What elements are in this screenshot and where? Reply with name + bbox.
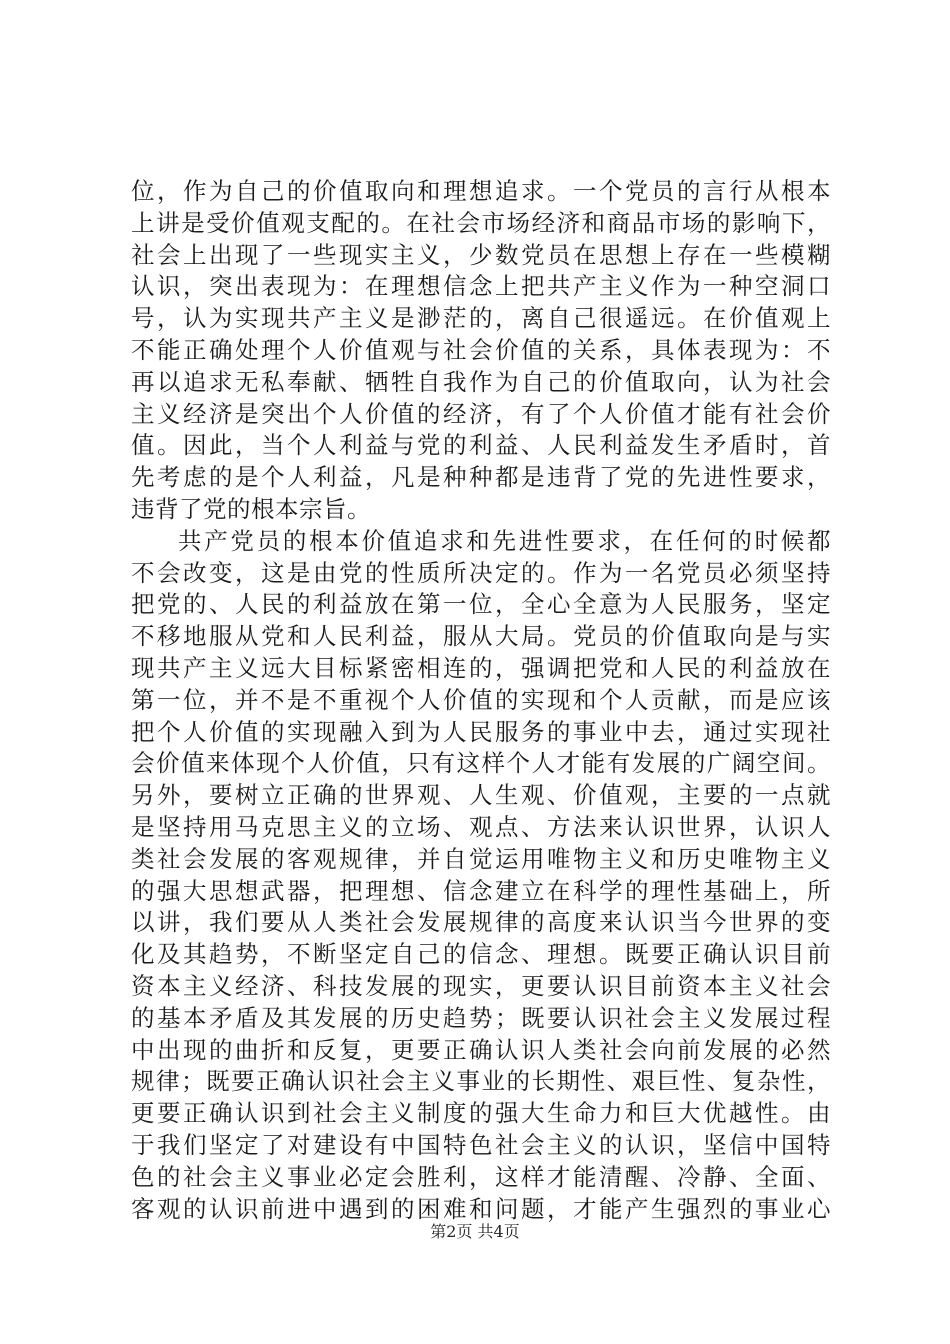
text-line: 中出现的曲折和反复，更要正确认识人类社会向前发展的必然 [131,1035,831,1064]
text-line: 不会改变，这是由党的性质所决定的。作为一名党员必须坚持 [131,558,831,587]
text-line: 上讲是受价值观支配的。在社会市场经济和商品市场的影响下， [131,208,831,237]
text-line: 社会上出现了一些现实主义，少数党员在思想上存在一些模糊 [131,240,831,269]
text-line: 违背了党的根本宗旨。 [131,494,371,523]
text-line: 类社会发展的客观规律，并自觉运用唯物主义和历史唯物主义 [131,844,831,873]
text-line: 资本主义经济、科技发展的现实，更要认识目前资本主义社会 [131,971,831,1000]
text-line: 把个人价值的实现融入到为人民服务的事业中去，通过实现社 [131,717,831,746]
text-line: 是坚持用马克思主义的立场、观点、方法来认识世界，认识人 [131,812,831,841]
text-line: 位，作为自己的价值取向和理想追求。一个党员的言行从根本 [131,177,831,205]
text-line: 值。因此，当个人利益与党的利益、人民利益发生矛盾时，首 [131,431,831,460]
text-line: 以讲，我们要从人类社会发展规律的高度来认识当今世界的变 [131,908,831,937]
text-line: 第一位，并不是不重视个人价值的实现和个人贡献，而是应该 [131,685,831,714]
body-text [131,176,831,1225]
text-line: 共产党员的根本价值追求和先进性要求，在任何的时候都 [178,526,831,555]
text-line: 客观的认识前进中遇到的困难和问题，才能产生强烈的事业心 [131,1194,831,1223]
text-line: 色的社会主义事业必定会胜利，这样才能清醒、冷静、全面、 [131,1162,831,1191]
text-line: 先考虑的是个人利益，凡是种种都是违背了党的先进性要求， [131,463,831,492]
text-line: 更要正确认识到社会主义制度的强大生命力和巨大优越性。由 [131,1099,831,1128]
text-line: 的基本矛盾及其发展的历史趋势；既要认识社会主义发展过程 [131,1003,831,1032]
text-line: 再以追求无私奉献、牺牲自我作为自己的价值取向，认为社会 [131,367,831,396]
text-line: 会价值来体现个人价值，只有这样个人才能有发展的广阔空间。 [131,749,831,778]
text-line: 不移地服从党和人民利益，服从大局。党员的价值取向是与实 [131,622,831,651]
text-line: 认识，突出表现为：在理想信念上把共产主义作为一种空洞口 [131,272,831,301]
text-line: 号，认为实现共产主义是渺茫的，离自己很遥远。在价值观上 [131,304,831,333]
text-line: 不能正确处理个人价值观与社会价值的关系，具体表现为：不 [131,335,831,364]
text-line: 主义经济是突出个人价值的经济，有了个人价值才能有社会价 [131,399,831,428]
text-line: 另外，要树立正确的世界观、人生观、价值观，主要的一点就 [131,781,831,810]
text-line: 把党的、人民的利益放在第一位，全心全意为人民服务，坚定 [131,590,831,619]
text-line: 的强大思想武器，把理想、信念建立在科学的理性基础上，所 [131,876,831,905]
text-line: 现共产主义远大目标紧密相连的，强调把党和人民的利益放在 [131,653,831,682]
text-line: 规律；既要正确认识社会主义事业的长期性、艰巨性、复杂性， [131,1067,831,1096]
paragraph [131,526,831,1226]
page-footer: 第2页 共4页 [430,1222,520,1241]
paragraph [131,176,831,526]
text-line: 于我们坚定了对建设有中国特色社会主义的认识，坚信中国特 [131,1130,831,1159]
text-line: 化及其趋势，不断坚定自己的信念、理想。既要正确认识目前 [131,940,831,969]
